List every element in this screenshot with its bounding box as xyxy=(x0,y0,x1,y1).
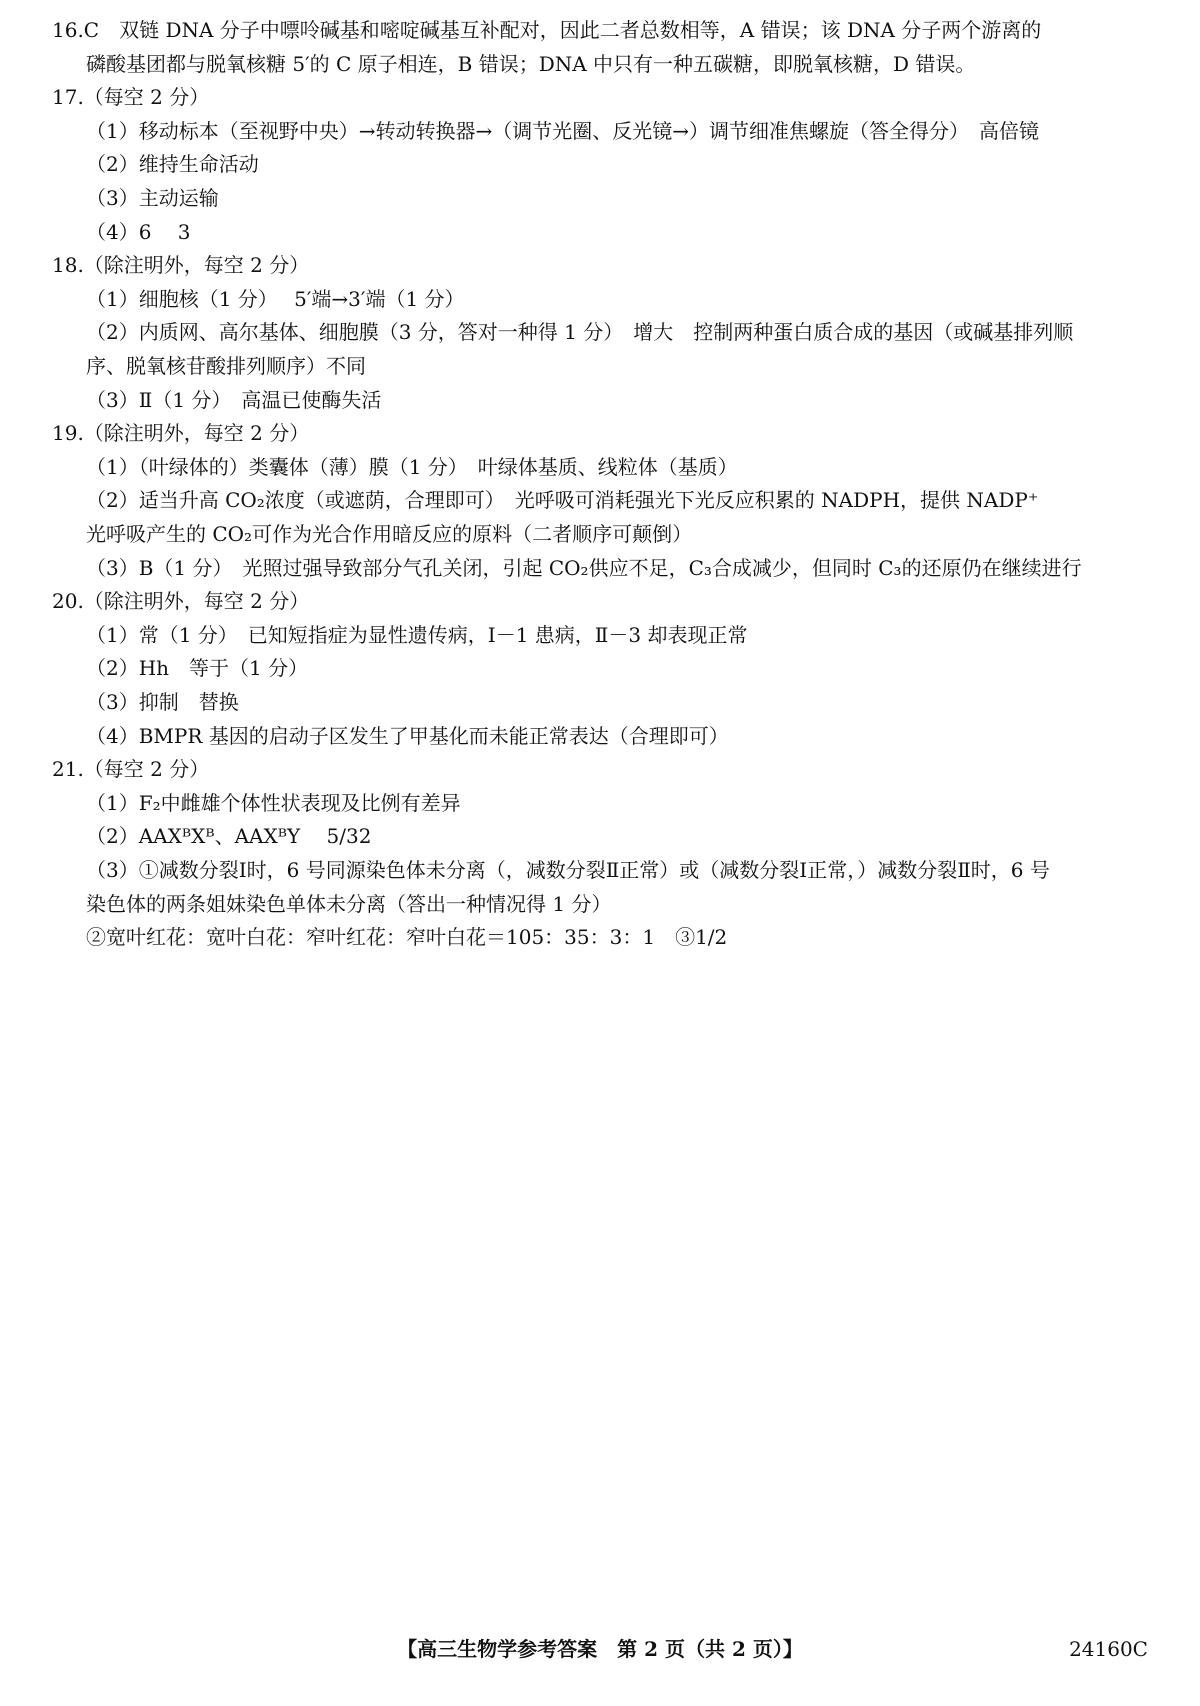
answer-line: （4）BMPR 基因的启动子区发生了甲基化而未能正常表达（合理即可） xyxy=(86,723,729,748)
question-heading: 20.（除注明外，每空 2 分） xyxy=(52,589,310,614)
question-heading: 19.（除注明外，每空 2 分） xyxy=(52,421,310,446)
answer-line: （1）（叶绿体的）类囊体（薄）膜（1 分） 叶绿体基质、线粒体（基质） xyxy=(86,454,738,479)
footer-title: 【高三生物学参考答案 第 2 页（共 2 页）】 xyxy=(397,1637,803,1661)
answer-line: （1）常（1 分） 已知短指症为显性遗传病，Ⅰ－1 患病，Ⅱ－3 却表现正常 xyxy=(86,622,748,647)
footer-code: 24160C xyxy=(1069,1637,1148,1661)
answer-line: （3）Ⅱ（1 分） 高温已使酶失活 xyxy=(86,387,382,412)
question-heading: 16.C 双链 DNA 分子中嘌呤碱基和嘧啶碱基互补配对，因此二者总数相等，A 错误；该 DNA 分子两个游离的 xyxy=(52,18,1042,42)
question-heading: 17.（每空 2 分） xyxy=(52,85,210,110)
answer-line: （3）抑制 替换 xyxy=(86,690,239,714)
answer-line: （2）内质网、高尔基体、细胞膜（3 分，答对一种得 1 分） 增大 控制两种蛋白质合成的基因（或碱基排列顺 xyxy=(86,320,1074,345)
answer-line: （1）F₂中雌雄个体性状表现及比例有差异 xyxy=(86,790,461,815)
page-footer xyxy=(0,1634,1200,1664)
answer-line: （3）①减数分裂Ⅰ时，6 号同源染色体未分离（，减数分裂Ⅱ正常）或（减数分裂Ⅰ正常，）减数分裂Ⅱ时，6 号 xyxy=(86,858,1050,882)
answer-line: （4）6 3 xyxy=(86,219,191,244)
answer-line: （3）主动运输 xyxy=(86,186,219,210)
answer-line: （1）移动标本（至视野中央）→转动转换器→（调节光圈、反光镜→）调节细准焦螺旋（答全得分） 高倍镜 xyxy=(86,118,1039,143)
answer-line: 序、脱氧核苷酸排列顺序）不同 xyxy=(86,354,366,378)
answer-line: （1）细胞核（1 分） 5′端→3′端（1 分） xyxy=(86,286,465,311)
answer-line: 光呼吸产生的 CO₂可作为光合作用暗反应的原料（二者顺序可颠倒） xyxy=(86,522,693,546)
answer-line: （2）Hh 等于（1 分） xyxy=(86,656,309,681)
answer-line: （2）维持生命活动 xyxy=(86,152,259,177)
question-heading: 18.（除注明外，每空 2 分） xyxy=(52,253,310,278)
answer-line: （2）AAXᴮXᴮ、AAXᴮY 5/32 xyxy=(86,824,372,849)
answer-line: ②宽叶红花：宽叶白花：窄叶红花：窄叶白花＝105：35：3：1 ③1/2 xyxy=(86,925,728,950)
question-heading: 21.（每空 2 分） xyxy=(52,757,210,782)
answer-line: 染色体的两条姐妹染色单体未分离（答出一种情况得 1 分） xyxy=(86,891,612,916)
answer-line: （2）适当升高 CO₂浓度（或遮荫，合理即可） 光呼吸可消耗强光下光反应积累的 NADPH，提供 NADP⁺ xyxy=(86,488,1039,513)
answer-line: （3）B（1 分） 光照过强导致部分气孔关闭，引起 CO₂供应不足，C₃合成减少，但同时 C₃的还原仍在继续进行 xyxy=(86,555,1082,580)
answer-line: 磷酸基团都与脱氧核糖 5′的 C 原子相连，B 错误；DNA 中只有一种五碳糖，即脱氧核糖，D 错误。 xyxy=(86,51,976,76)
